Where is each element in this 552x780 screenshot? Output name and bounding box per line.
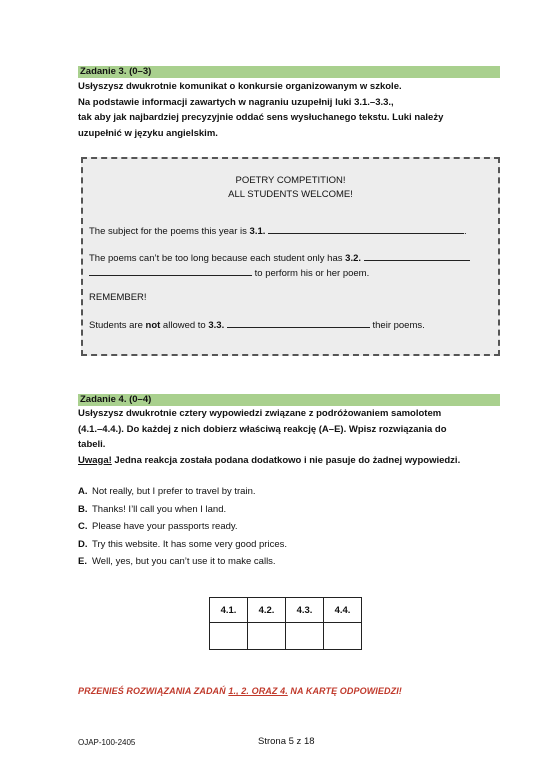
task3-instruction-line: Usłyszysz dwukrotnie komunikat o konkursie organizowanym w szkole.	[78, 81, 402, 92]
answer-header-4-2: 4.2.	[248, 598, 286, 623]
answer-header-4-1: 4.1.	[210, 598, 248, 623]
option-text: Thanks! I’ll call you when I land.	[92, 503, 227, 515]
transfer-prefix: PRZENIEŚ ROZWIĄZANIA ZADAŃ	[78, 686, 229, 696]
answer-table-header-row	[210, 598, 362, 623]
gap-emphasis: not	[145, 320, 161, 331]
transfer-suffix: NA KARTĘ ODPOWIEDZI!	[287, 686, 402, 696]
reaction-options	[78, 486, 287, 574]
gap-3-3-line	[89, 318, 425, 331]
gap-number: 3.2.	[345, 253, 362, 264]
gap-text: The poems can’t be too long because each student only has	[89, 253, 346, 264]
option-e	[78, 556, 287, 574]
option-text: Please have your passports ready.	[92, 521, 238, 532]
option-text: Well, yes, but you can’t use it to make calls.	[92, 556, 276, 567]
task4-instruction-line: tabeli.	[78, 439, 106, 450]
option-d	[78, 539, 287, 557]
gap-number: 3.3.	[208, 320, 225, 331]
poetry-announcement-box	[81, 157, 500, 356]
gap-3-2-blank-a[interactable]	[364, 251, 470, 261]
option-letter: C.	[78, 521, 88, 532]
task4-header: Zadanie 4. (0–4)	[78, 394, 500, 406]
option-b	[78, 504, 287, 522]
task3-header: Zadanie 3. (0–3)	[78, 66, 500, 78]
option-a	[78, 486, 287, 504]
task3-instruction-line: uzupełnić w języku angielskim.	[78, 127, 218, 139]
answer-table	[209, 597, 362, 650]
answer-table-input-row	[210, 623, 362, 650]
gap-end: .	[464, 226, 467, 237]
answer-cell-4-4[interactable]	[324, 623, 362, 650]
answer-cell-4-1[interactable]	[210, 623, 248, 650]
transfer-reminder	[78, 686, 402, 696]
task4-instruction-line: (4.1.–4.4.). Do każdej z nich dobierz właściwą reakcję (A–E). Wpisz rozwiązania do	[78, 423, 447, 435]
gap-3-2-blank-b[interactable]	[89, 266, 252, 276]
gap-text: allowed to	[160, 320, 209, 331]
option-letter: B.	[78, 503, 88, 515]
remember-label: REMEMBER!	[89, 292, 147, 303]
note-label: Uwaga!	[78, 454, 112, 466]
box-title-2: ALL STUDENTS WELCOME!	[228, 189, 353, 200]
option-letter: D.	[78, 538, 88, 550]
task4-note	[78, 453, 503, 469]
gap-text: to perform his or her poem.	[254, 268, 370, 279]
answer-cell-4-3[interactable]	[286, 623, 324, 650]
gap-text: Students are	[89, 320, 146, 331]
answer-header-4-4: 4.4.	[324, 598, 362, 623]
option-text: Not really, but I prefer to travel by train.	[92, 486, 256, 497]
option-letter: A.	[78, 486, 88, 497]
option-c	[78, 521, 287, 539]
answer-header-4-3: 4.3.	[286, 598, 324, 623]
gap-3-1-blank[interactable]	[268, 224, 464, 234]
gap-3-1-line	[89, 224, 467, 237]
gap-text: The subject for the poems this year is	[89, 226, 250, 237]
exam-code: OJAP-100-2405	[78, 738, 136, 747]
gap-number: 3.1.	[249, 226, 266, 237]
gap-text: their poems.	[372, 320, 425, 331]
task3-instruction-line: Na podstawie informacji zawartych w nagraniu uzupełnij luki 3.1.–3.3.,	[78, 96, 394, 108]
note-text: Jedna reakcja została podana dodatkowo i nie pasuje do żadnej wypowiedzi.	[111, 454, 461, 466]
page-number: Strona 5 z 18	[258, 736, 315, 747]
transfer-task-numbers: 1., 2. ORAZ 4.	[228, 686, 288, 696]
task3-instruction-line: tak aby jak najbardziej precyzyjnie oddać sens wysłuchanego tekstu. Luki należy	[78, 112, 444, 123]
answer-cell-4-2[interactable]	[248, 623, 286, 650]
task4-instruction	[78, 406, 503, 468]
option-letter: E.	[78, 556, 87, 567]
gap-3-2-line	[89, 251, 470, 264]
option-text: Try this website. It has some very good prices.	[92, 538, 288, 550]
box-title-1: POETRY COMPETITION!	[235, 175, 346, 186]
gap-3-3-blank[interactable]	[227, 318, 370, 328]
task3-instruction	[78, 79, 503, 141]
task4-instruction-line: Usłyszysz dwukrotnie cztery wypowiedzi związane z podróżowaniem samolotem	[78, 408, 442, 419]
gap-3-2-line-continued	[89, 266, 369, 279]
